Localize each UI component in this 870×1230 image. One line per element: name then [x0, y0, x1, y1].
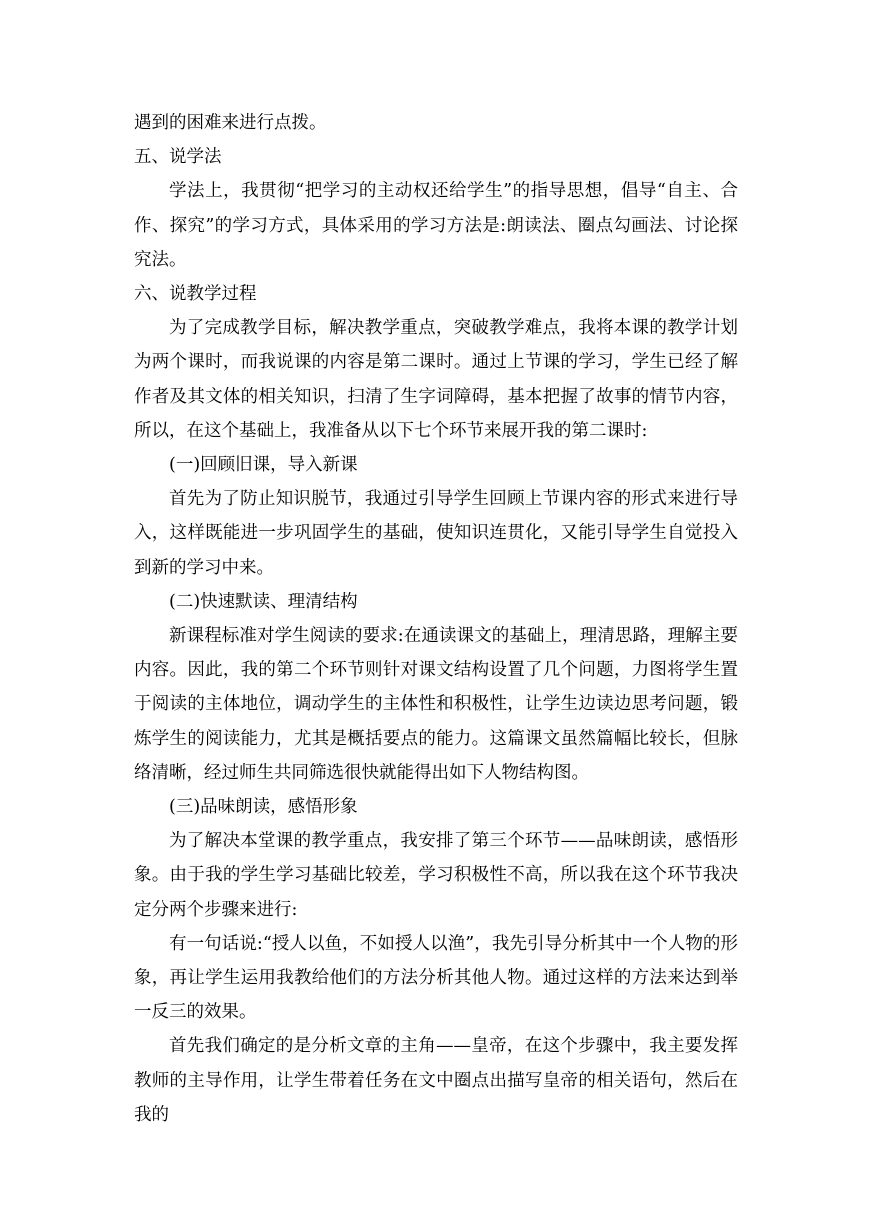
paragraph-continued: 遇到的困难来进行点拨。: [134, 113, 327, 133]
subheading-quick-reading: (二)快速默读、理清结构: [169, 591, 358, 612]
body-paragraph: 为了解决本堂课的教学重点，我安排了第三个环节——品味朗读，感悟形象。由于我的学生学习基础比较差，学习积极性不高，所以我在这个环节我决定分两个步骤来进行:: [134, 831, 738, 920]
body-paragraph: 为了完成教学目标，解决教学重点，突破教学难点，我将本课的教学计划为两个课时，而我说课的内容是第二课时。通过上节课的学习，学生已经了解作者及其文体的相关知识，扫清了生字词障碍，基本把握了故事的情节内容，所以，在这个基础上，我准备从以下七个环节来展开我的第二课时:: [134, 318, 738, 441]
body-paragraph: 首先为了防止知识脱节，我通过引导学生回顾上节课内容的形式来进行导入，这样既能进一步巩固学生的基础，使知识连贯化，又能引导学生自觉投入到新的学习中来。: [134, 489, 738, 578]
body-paragraph: 新课程标准对学生阅读的要求:在通读课文的基础上，理清思路，理解主要内容。因此，我的第二个环节则针对课文结构设置了几个问题，力图将学生置于阅读的主体地位，调动学生的主体性和积极性，让学生边读边思考问题，锻炼学生的阅读能力，尤其是概括要点的能力。这篇课文虽然篇幅比较长，但脉络清晰，经过师生共同筛选很快就能得出如下人物结构图。: [134, 626, 738, 783]
body-paragraph: 学法上，我贯彻“把学习的主动权还给学生”的指导思想，倡导“自主、合作、探究”的学习方式，具体采用的学习方法是:朗读法、圈点勾画法、讨论探究法。: [134, 181, 738, 270]
subheading-review: (一)回顾旧课，导入新课: [169, 455, 358, 476]
subheading-savor-reading: (三)品味朗读，感悟形象: [169, 797, 358, 818]
body-paragraph: 有一句话说:“授人以鱼，不如授人以渔”，我先引导分析其中一个人物的形象，再让学生运用我教给他们的方法分析其他人物。通过这样的方法来达到举一反三的效果。: [134, 933, 738, 1023]
section-heading-teaching-process: 六、说教学过程: [134, 284, 257, 305]
section-heading-learning-methods: 五、说学法: [134, 147, 222, 168]
body-paragraph: 首先我们确定的是分析文章的主角——皇帝，在这个步骤中，我主要发挥教师的主导作用，让学生带着任务在文中圈点出描写皇帝的相关语句，然后在我的: [134, 1036, 738, 1125]
document-body: [134, 106, 738, 1132]
